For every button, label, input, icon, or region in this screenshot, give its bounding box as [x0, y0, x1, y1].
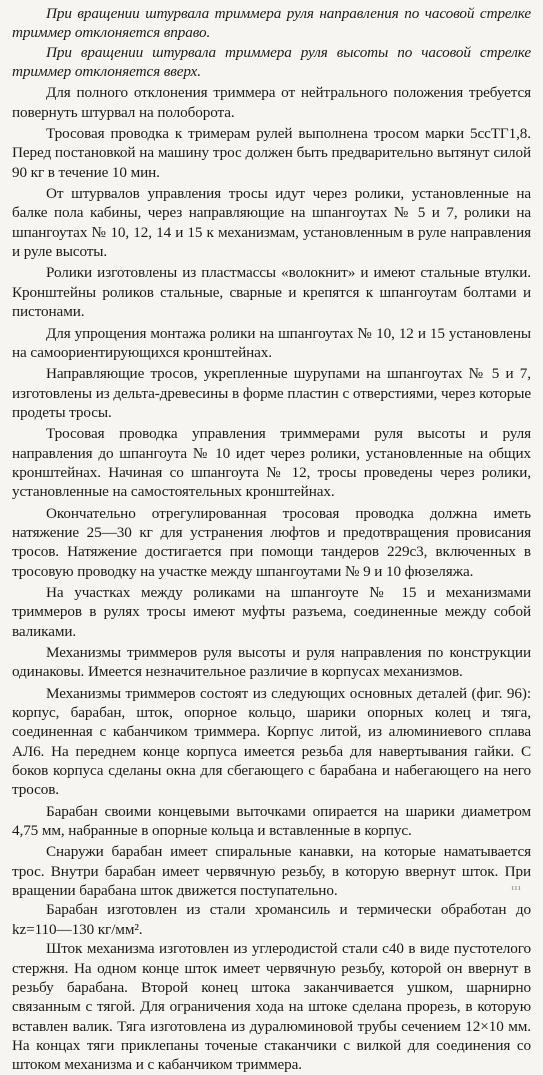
- paragraph-drum-bearings: Барабан своими концевыми выточками опирается на шарики диаметром 4,75 мм, набранные в опорные кольца и вставленные в корпус.: [12, 802, 531, 840]
- paragraph-drum-grooves: Снаружи барабан имеет спиральные канавки, на которые наматывается трос. Внутри барабан имеет червячную резьбу, в которую ввернут шток. При вращении барабана шток движется поступательно.: [12, 843, 531, 900]
- paragraph-drum-material: Барабан изготовлен из стали хромансиль и термически обработан до kz=110—130 кг/мм².: [12, 901, 531, 938]
- paragraph-elevator-trim-direction: При вращении штурвала триммера руля высоты по часовой стрелке триммер отклоняется вверх.: [12, 43, 531, 81]
- paragraph-mounting: Для упрощения монтажа ролики на шпангоутах № 10, 12 и 15 установлены на самоориентирующихся кронштейнах.: [12, 324, 531, 361]
- page-mark: ¹¹¹: [511, 884, 521, 896]
- paragraph-couplings: На участках между роликами на шпангоуте № 15 и механизмами триммеров в рулях тросы имеют муфты разъема, соединенные между собой валиками.: [12, 583, 531, 640]
- paragraph-trim-cable-routing: Тросовая проводка управления триммерами руля высоты и руля направления до шпангоута № 10 идет через ролики, установленные на общих кронштейнах. Начиная со шпангоута № 12, тросы проведены через ролики, установленные на самостоятельных кронштейнах.: [12, 425, 531, 501]
- paragraph-guides: Направляющие тросов, укрепленные шурупами на шпангоутах № 5 и 7, изготовлены из дельта-древесины в форме пластин с отверстиями, через которые продеты тросы.: [12, 365, 531, 421]
- body-text: [12, 4, 531, 1075]
- paragraph-cable-routing: От штурвалов управления тросы идут через ролики, установленные на балке пола кабины, через направляющие на шпангоутах № 5 и 7, ролики на шпангоутах № 10, 12, 14 и 15 к механизмам, установленным в руле направления и руле высоты.: [12, 185, 531, 261]
- paragraph-tension: Окончательно отрегулированная тросовая проводка должна иметь натяжение 25—30 кг для устранения люфтов и предотвращения провисания тросов. Натяжение достигается при помощи тандеров 229с3, включенных в тросовую проводку на участке между шпангоутами № 9 и 10 фюзеляжа.: [12, 504, 531, 580]
- paragraph-rod: Шток механизма изготовлен из углеродистой стали с40 в виде пустотелого стержня. На одном конце шток имеет червячную резьбу, которой он ввернут в резьбу барабана. Второй конец штока заканчивается ушком, шарнирно связанным с тягой. Для ограничения хода на штоке сделана прорезь, в которую вставлен валик. Тяга изготовлена из дуралюминовой трубы сечением 12×10 мм. На концах тяги приклепаны точеные стаканчики с вилкой для соединения со штоком механизма и с кабанчиком триммера.: [12, 940, 531, 1074]
- paragraph-full-deflection: Для полного отклонения триммера от нейтрального положения требуется повернуть штурвал на полоборота.: [12, 84, 531, 121]
- paragraph-mechanisms: Механизмы триммеров руля высоты и руля направления по конструкции одинаковы. Имеется незначительное различие в корпусах механизмов.: [12, 644, 531, 681]
- paragraph-rollers: Ролики изготовлены из пластмассы «волокнит» и имеют стальные втулки. Кронштейны роликов стальные, сварные и крепятся к шпангоутам болтами и пистонами.: [12, 264, 531, 321]
- paragraph-cable-wiring: Тросовая проводка к тримерам рулей выполнена тросом марки 5ссТГ1,8. Перед постановкой на машину трос должен быть предварительно вытянут силой 90 кг в течение 10 мин.: [12, 125, 531, 181]
- paragraph-rudder-trim-direction: При вращении штурвала триммера руля направления по часовой стрелке триммер отклоняется вправо.: [12, 5, 531, 42]
- paragraph-mechanism-parts: Механизмы триммеров состоят из следующих основных деталей (фиг. 96): корпус, барабан, шток, опорное кольцо, шарики опорных колец и тяга, соединенная с кабанчиком триммера. Корпус литой, из алюминиевого сплава АЛ6. На переднем конце корпуса имеется резьба для навертывания гайки. С боков корпуса сделаны окна для сбегающего с барабана и набегающего на него тросов.: [12, 684, 531, 799]
